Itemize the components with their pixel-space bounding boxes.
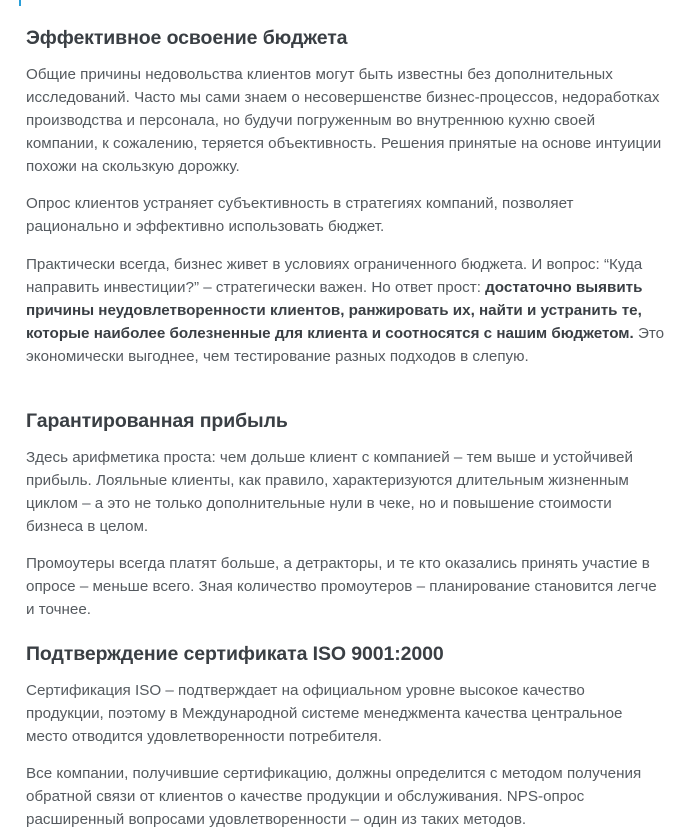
section-heading-profit: Гарантированная прибыль	[26, 410, 288, 432]
paragraph-text: Это экономически выгоднее, чем тестирование разных подходов в слепую.	[26, 325, 665, 365]
paragraph: Сертификация ISO – подтверждает на официальном уровне высокое качество продукции, поэтому в Международной системе менеджмента качества центральное место отводится удовлетворенности потребителя.	[26, 682, 623, 745]
paragraph: Опрос клиентов устраняет субъективность в стратегиях компаний, позволяет рационально и эффективно использовать бюджет.	[26, 195, 574, 235]
accent-bar	[19, 0, 21, 6]
paragraph: Промоутеры всегда платят больше, а детракторы, и те кто оказались принять участие в опросе – меньше всего. Зная количество промоутеров – планирование становится легче и точнее.	[26, 555, 657, 618]
paragraph: Общие причины недовольства клиентов могут быть известны без дополнительных исследований. Часто мы сами знаем о несовершенстве бизнес-процессов, недоработках производства и персонала, но будучи погруженным во внутреннюю кухню своей компании, к сожалению, теряется объективность. Решения принятые на основе интуиции похожи на скользкую дорожку.	[26, 66, 662, 175]
section-heading-budget: Эффективное освоение бюджета	[26, 27, 348, 49]
paragraph-text: Практически всегда, бизнес живет в условиях ограниченного бюджета. И вопрос: “Куда направить инвестиции?” – стратегически важен. Но ответ прост:	[26, 256, 643, 296]
paragraph: Здесь арифметика проста: чем дольше клиент с компанией – тем выше и устойчивей прибыль. Лояльные клиенты, как правило, характеризуются длительным жизненным циклом – а это не только дополнительные нули в чеке, но и повышение стоимости бизнеса в целом.	[26, 449, 633, 535]
paragraph: Все компании, получившие сертификацию, должны определится с методом получения обратной связи от клиентов о качестве продукции и обслуживания. NPS-опрос расширенный вопросами удовлетворенности – один из таких методов.	[26, 765, 642, 828]
section-heading-iso: Подтверждение сертификата ISO 9001:2000	[26, 643, 444, 665]
paragraph-mixed	[26, 253, 666, 368]
bold-emphasis: достаточно выявить причины неудовлетворенности клиентов, ранжировать их, найти и устранить те, которые наиболее болезненные для клиента и соотносятся с нашим бюджетом.	[26, 279, 643, 342]
